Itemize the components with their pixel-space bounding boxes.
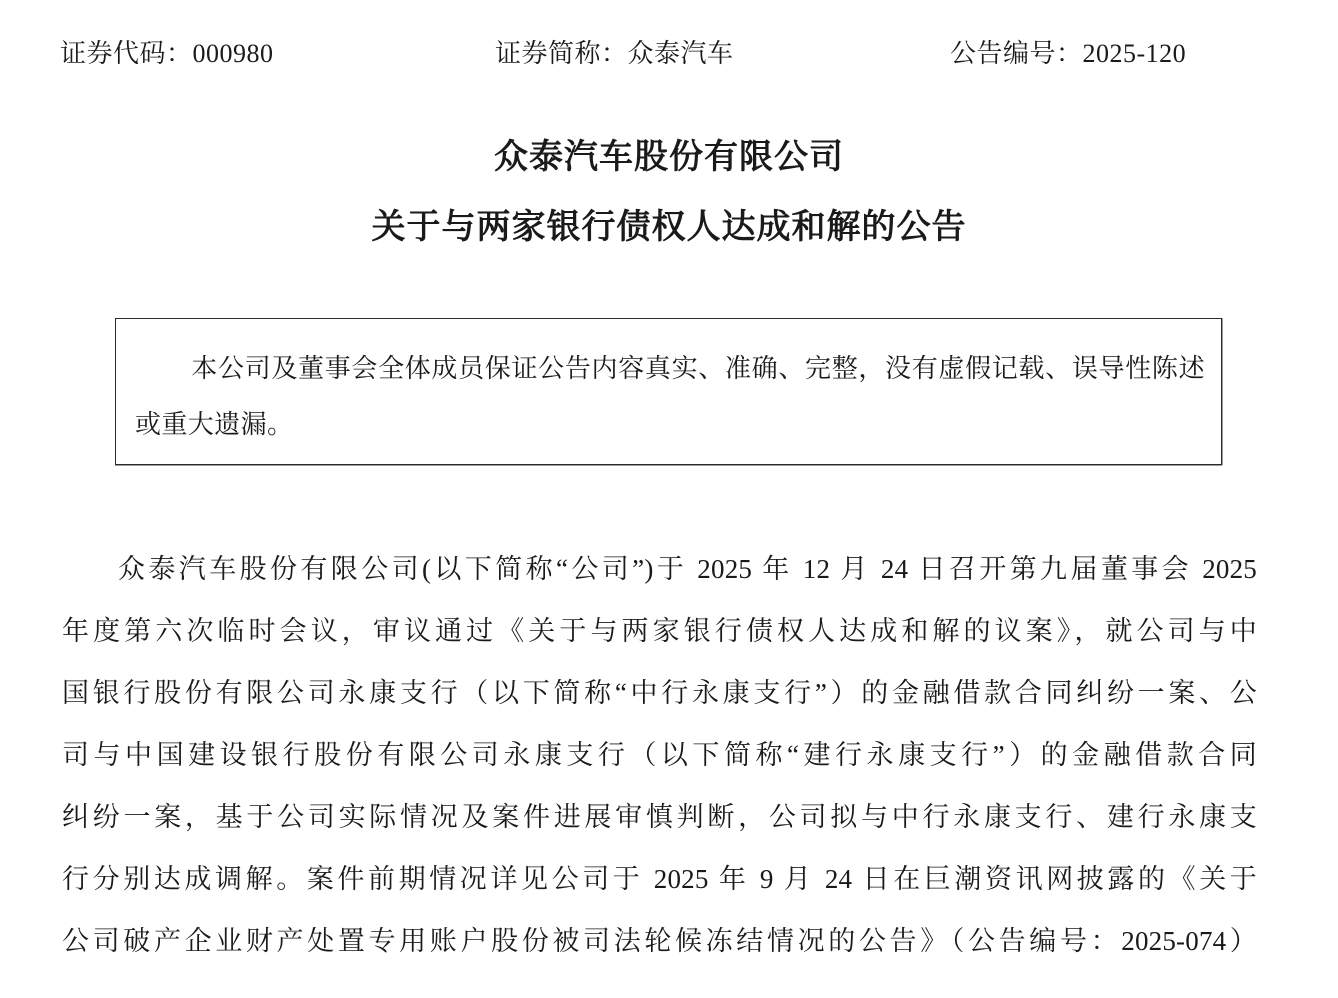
body-line: 纠纷一案，基于公司实际情况及案件进展审慎判断，公司拟与中行永康支行、建行永康支 (62, 802, 1257, 832)
announcement-subject-title: 关于与两家银行债权人达成和解的公告 (371, 209, 967, 246)
security-code: 证券代码：000980 (60, 39, 274, 68)
announcement-number: 公告编号：2025-120 (950, 39, 1187, 68)
body-line: 行分别达成调解。案件前期情况详见公司于 2025 年 9 月 24 日在巨潮资讯网披露的《关于 (62, 864, 1257, 894)
body-paragraph (62, 538, 1257, 972)
disclaimer-line-1: 本公司及董事会全体成员保证公告内容真实、准确、完整，没有虚假记载、 (191, 354, 1072, 383)
body-line: 众泰汽车股份有限公司(以下简称“公司”)于 2025 年 12 月 24 日召开第九届董事会 2025 (118, 554, 1257, 584)
disclaimer-box (115, 318, 1222, 465)
body-line: 司与中国建设银行股份有限公司永康支行（以下简称“建行永康支行”）的金融借款合同 (62, 740, 1257, 770)
disclaimer-line-2: 误导性陈述或重大遗漏。 (135, 354, 1205, 439)
disclaimer-text (135, 341, 1205, 453)
body-line: 年度第六次临时会议，审议通过《关于与两家银行债权人达成和解的议案》，就公司与中 (62, 616, 1257, 646)
company-title: 众泰汽车股份有限公司 (494, 139, 844, 176)
security-name: 证券简称：众泰汽车 (495, 39, 734, 68)
body-line: 国银行股份有限公司永康支行（以下简称“中行永康支行”）的金融借款合同纠纷一案、公 (62, 678, 1257, 708)
document-header (60, 34, 1210, 74)
title-block (0, 128, 1338, 258)
body-line: 公司破产企业财产处置专用账户股份被司法轮候冻结情况的公告》（公告编号：2025-074） (62, 926, 1257, 956)
